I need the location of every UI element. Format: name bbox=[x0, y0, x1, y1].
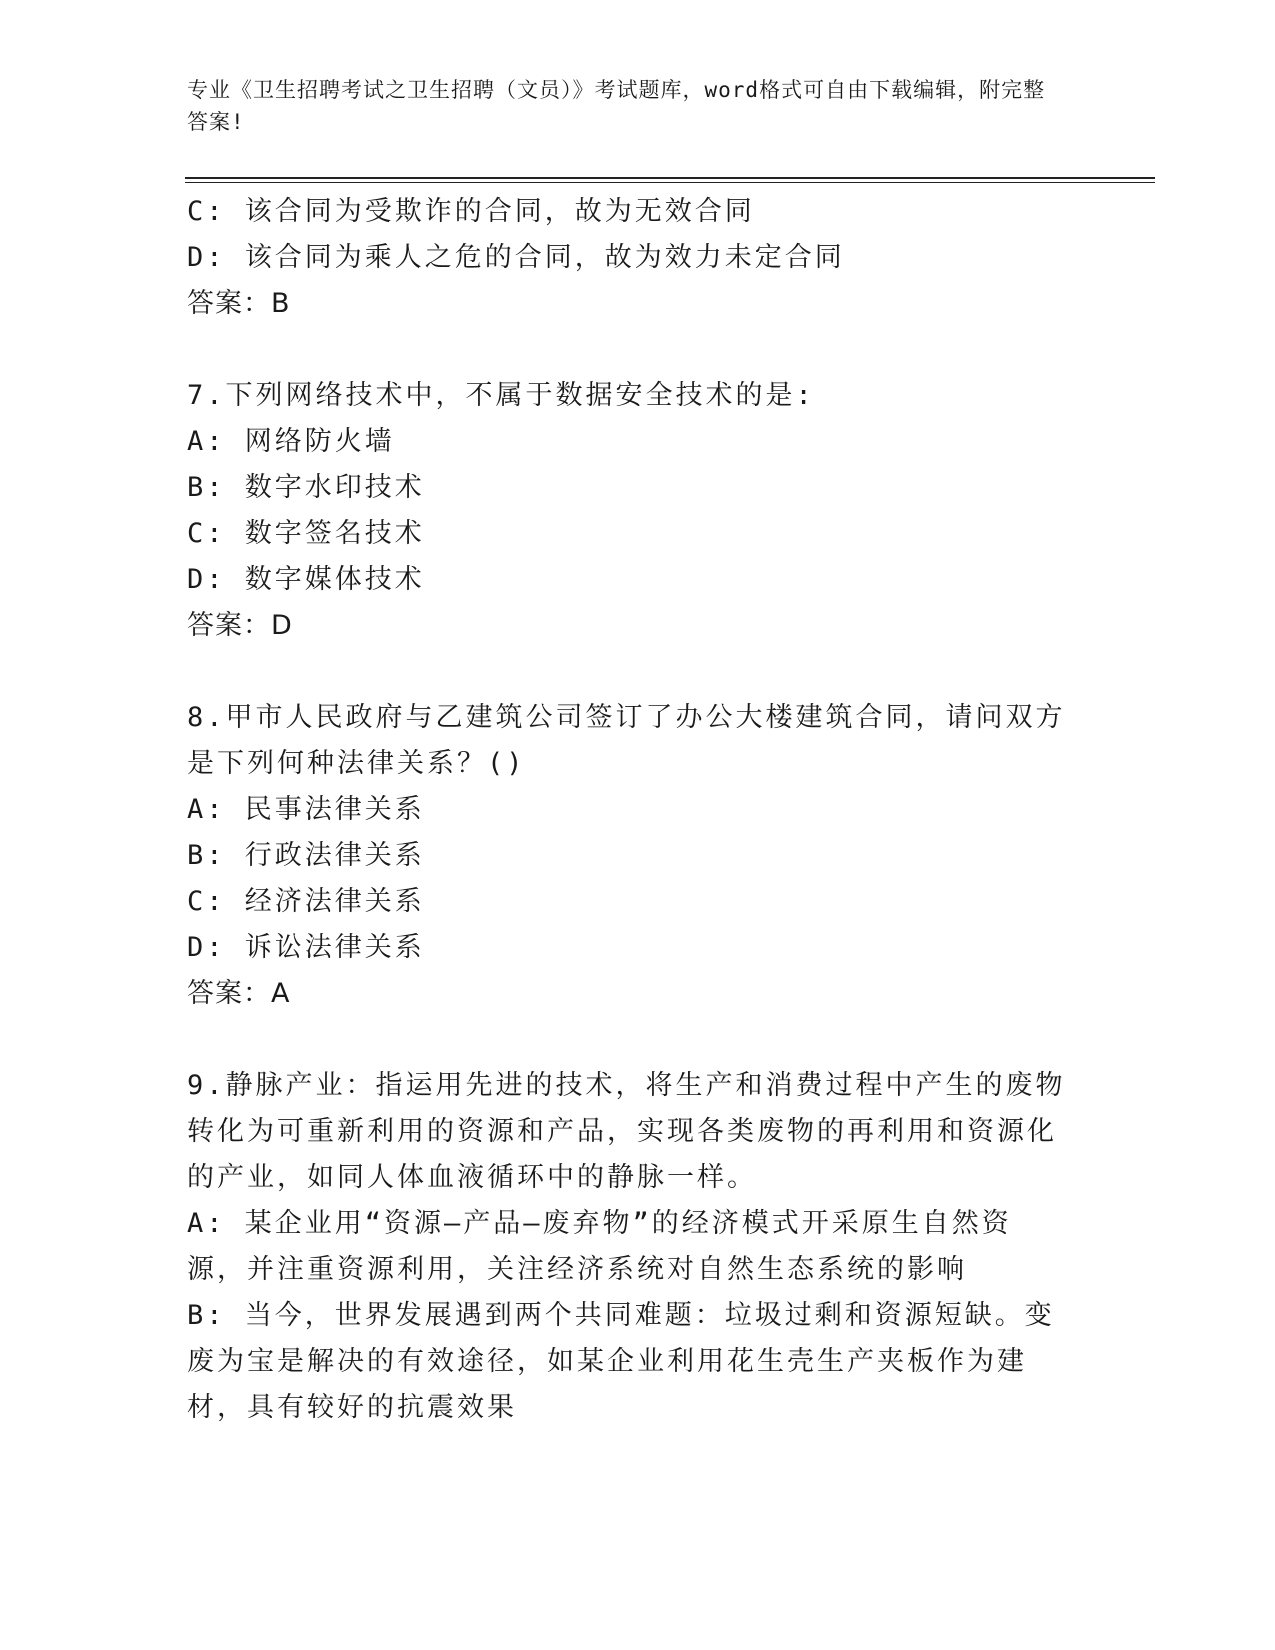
option-c: C: 数字签名技术 bbox=[187, 518, 425, 549]
question-9 bbox=[187, 1063, 1067, 1431]
document-body bbox=[187, 189, 1067, 1431]
question-stem: 7.下列网络技术中，不属于数据安全技术的是: bbox=[187, 380, 815, 411]
spacer bbox=[187, 327, 1067, 373]
header-divider-thin bbox=[185, 182, 1155, 183]
option-a: A: 某企业用“资源—产品—废弃物”的经济模式开采原生自然资源，并注重资源利用，关注经济系统对自然生态系统的影响 bbox=[187, 1208, 1012, 1285]
page-header: 专业《卫生招聘考试之卫生招聘（文员）》考试题库，word格式可自由下载编辑，附完整答案! bbox=[187, 78, 1046, 134]
option-b: B: 行政法律关系 bbox=[187, 840, 425, 871]
option-d: D: 诉讼法律关系 bbox=[187, 932, 425, 963]
question-8 bbox=[187, 695, 1067, 1017]
answer: 答案：B bbox=[187, 288, 291, 319]
question-6-continued bbox=[187, 189, 1067, 327]
spacer bbox=[187, 1017, 1067, 1063]
spacer bbox=[187, 649, 1067, 695]
answer: 答案：D bbox=[187, 610, 293, 641]
option-b: B: 当今，世界发展遇到两个共同难题：垃圾过剩和资源短缺。变废为宝是解决的有效途径，如某企业利用花生壳生产夹板作为建材，具有较好的抗震效果 bbox=[187, 1300, 1055, 1423]
option-a: A: 网络防火墙 bbox=[187, 426, 395, 457]
option-d: D: 数字媒体技术 bbox=[187, 564, 425, 595]
question-stem: 9.静脉产业：指运用先进的技术，将生产和消费过程中产生的废物转化为可重新利用的资源和产品，实现各类废物的再利用和资源化的产业，如同人体血液循环中的静脉一样。 bbox=[187, 1070, 1066, 1193]
option-c: C: 该合同为受欺诈的合同，故为无效合同 bbox=[187, 196, 755, 227]
question-7 bbox=[187, 373, 1067, 649]
option-d: D: 该合同为乘人之危的合同，故为效力未定合同 bbox=[187, 242, 845, 273]
question-stem: 8.甲市人民政府与乙建筑公司签订了办公大楼建筑合同，请问双方是下列何种法律关系？() bbox=[187, 702, 1066, 779]
answer: 答案：A bbox=[187, 978, 291, 1009]
option-c: C: 经济法律关系 bbox=[187, 886, 425, 917]
option-b: B: 数字水印技术 bbox=[187, 472, 425, 503]
header-divider-thick bbox=[185, 177, 1155, 179]
option-a: A: 民事法律关系 bbox=[187, 794, 425, 825]
